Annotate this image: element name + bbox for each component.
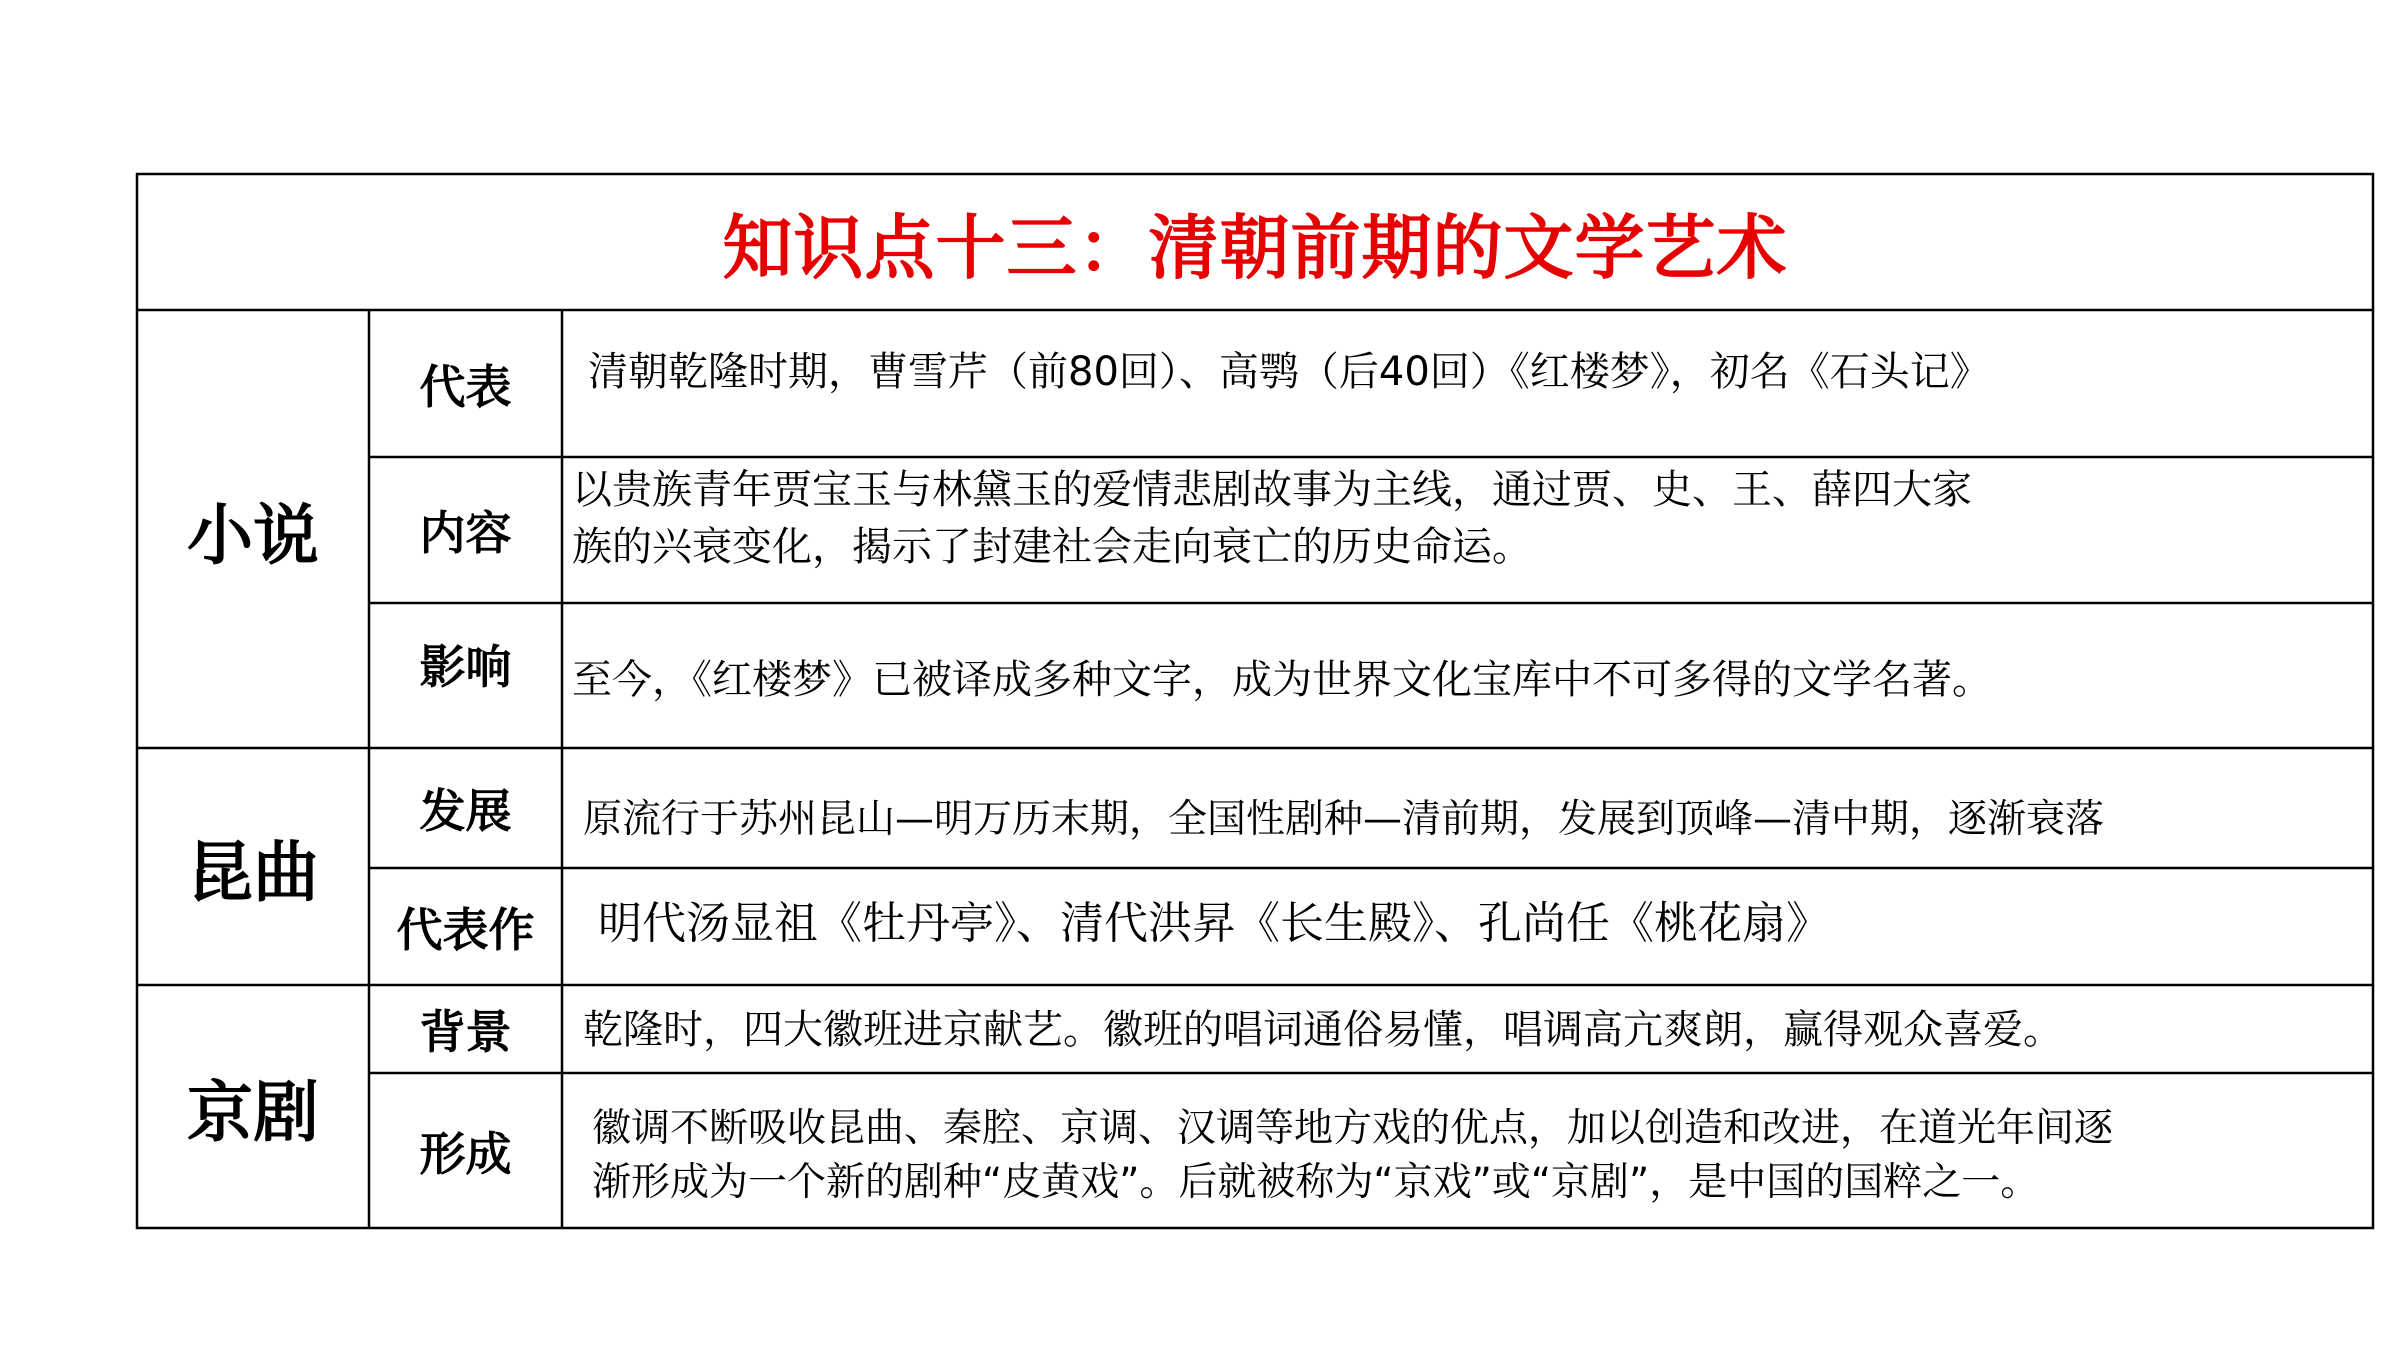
row-text-content-line2: 族的兴衰变化，揭示了封建社会走向衰亡的历史命运。 xyxy=(572,524,1532,570)
row-label-content: 内容 xyxy=(419,506,512,560)
row-label-background: 背景 xyxy=(419,1005,512,1059)
row-text-background: 乾隆时，四大徽班进京献艺。徽班的唱词通俗易懂，唱调高亢爽朗，赢得观众喜爱。 xyxy=(583,1007,2063,1053)
row-text-influence: 至今，《红楼梦》已被译成多种文字，成为世界文化宝库中不可多得的文学名著。 xyxy=(572,657,1992,703)
category-novel: 小说 xyxy=(187,496,319,574)
page-title: 知识点十三：清朝前期的文学艺术 xyxy=(722,206,1788,289)
row-label-formation: 形成 xyxy=(419,1126,512,1181)
row-text-formation-line1: 徽调不断吸收昆曲、秦腔、京调、汉调等地方戏的优点，加以创造和改进，在道光年间逐 xyxy=(592,1106,2114,1151)
row-text-masterpieces: 明代汤显祖《牡丹亭》、清代洪昇《长生殿》、孔尚任《桃花扇》 xyxy=(598,898,1830,949)
row-text-development: 原流行于苏州昆山—明万历末期，全国性剧种—清前期，发展到顶峰—清中期，逐渐衰落 xyxy=(583,797,2105,842)
category-kunqu: 昆曲 xyxy=(187,834,319,911)
row-text-content-line1: 以贵族青年贾宝玉与林黛玉的爱情悲剧故事为主线，通过贾、史、王、薛四大家 xyxy=(572,467,1972,513)
row-text-formation-line2: 渐形成为一个新的剧种“皮黄戏”。后就被称为“京戏”或“京剧”，是中国的国粹之一。 xyxy=(592,1160,2040,1205)
category-peking-opera: 京剧 xyxy=(187,1074,319,1151)
row-label-masterpieces: 代表作 xyxy=(396,902,535,957)
row-label-influence: 影响 xyxy=(419,639,512,694)
row-label-development: 发展 xyxy=(419,784,512,838)
row-label-representative: 代表 xyxy=(419,359,512,414)
row-text-representative: 清朝乾隆时期，曹雪芹（前80回）、高鹗（后40回）《红楼梦》，初名《石头记》 xyxy=(588,349,1990,395)
